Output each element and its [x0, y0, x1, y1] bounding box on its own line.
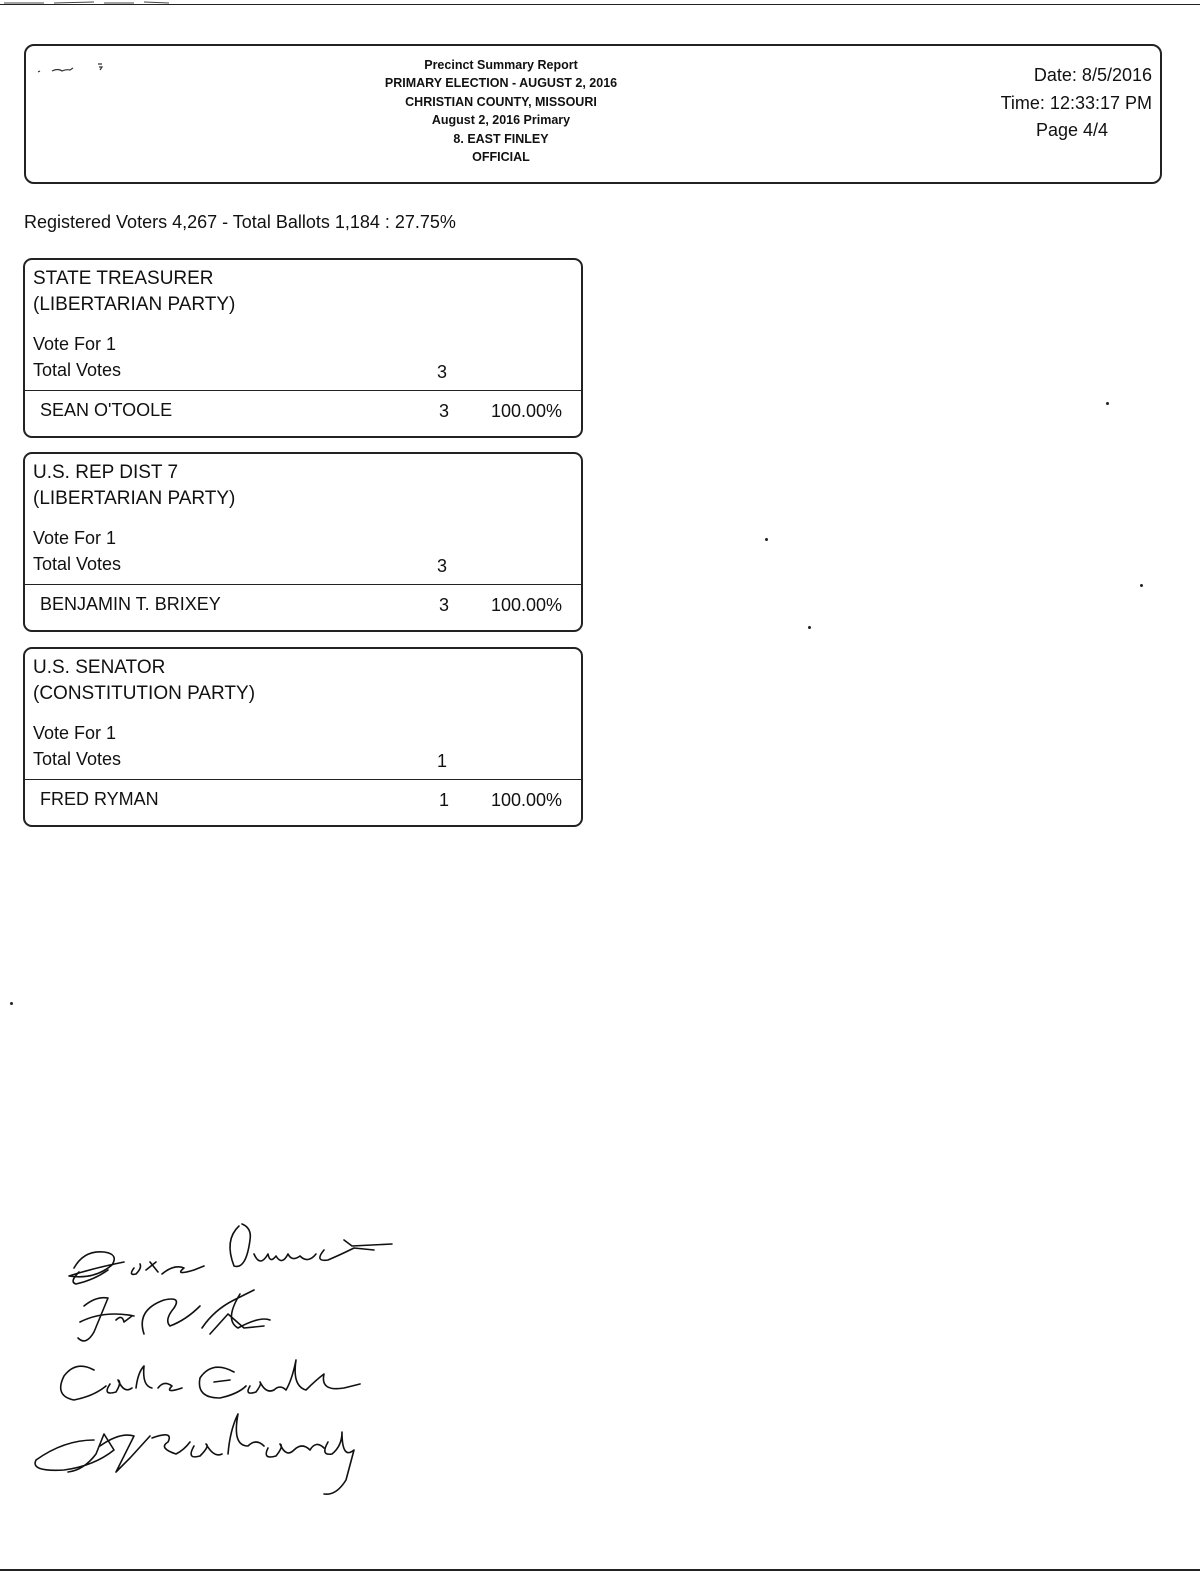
scan-speck	[10, 1002, 13, 1005]
scan-speck	[1140, 584, 1143, 587]
election-title: PRIMARY ELECTION - AUGUST 2, 2016	[384, 76, 618, 91]
report-title: Precinct Summary Report	[424, 58, 578, 72]
candidate-votes: 3	[439, 595, 450, 615]
report-time: Time: 12:33:17 PM	[1000, 92, 1152, 113]
candidate-name: FRED RYMAN	[40, 789, 159, 809]
candidate-percent: 100.00%	[491, 595, 563, 615]
contest-title: U.S. REP DIST 7 (LIBERTARIAN PARTY)	[33, 462, 236, 509]
report-header	[24, 44, 1162, 184]
page-number: Page 4/4	[1035, 120, 1109, 140]
total-votes-label: Total Votes	[33, 749, 122, 769]
divider	[25, 779, 581, 780]
precinct-name: 8. EAST FINLEY	[453, 131, 549, 146]
signature-2	[78, 1290, 270, 1341]
report-status: OFFICIAL	[472, 150, 530, 165]
election-name: August 2, 2016 Primary	[431, 113, 571, 128]
total-votes-value: 1	[437, 751, 448, 771]
contest-us-senator	[23, 647, 583, 827]
vote-for: Vote For 1	[33, 334, 117, 354]
signature-3	[61, 1360, 360, 1400]
divider	[25, 390, 581, 391]
candidate-percent: 100.00%	[491, 790, 563, 810]
contest-state-treasurer	[23, 258, 583, 438]
vote-for: Vote For 1	[33, 723, 117, 743]
candidate-votes: 1	[439, 790, 450, 810]
total-votes-label: Total Votes	[33, 360, 122, 380]
report-date: Date: 8/5/2016	[1033, 65, 1152, 85]
signature-4	[35, 1414, 354, 1494]
contest-title: U.S. SENATOR (CONSTITUTION PARTY)	[33, 657, 256, 704]
scan-speck	[1106, 402, 1109, 405]
signature-1	[69, 1224, 392, 1284]
registration-summary: Registered Voters 4,267 - Total Ballots 1,184 : 27.75%	[24, 212, 456, 232]
divider	[25, 584, 581, 585]
bottom-border-line	[0, 1569, 1200, 1571]
report-meta	[932, 62, 1152, 145]
total-votes-value: 3	[437, 556, 448, 576]
signatures	[24, 1210, 424, 1510]
scan-artifact	[4, 0, 174, 4]
scribble-mark	[36, 60, 116, 80]
contest-title: STATE TREASURER (LIBERTARIAN PARTY)	[33, 268, 236, 315]
candidate-percent: 100.00%	[491, 401, 563, 421]
top-border-line	[0, 4, 1200, 5]
candidate-votes: 3	[439, 401, 450, 421]
county-name: CHRISTIAN COUNTY, MISSOURI	[405, 94, 597, 109]
report-title-block	[346, 56, 656, 166]
vote-for: Vote For 1	[33, 528, 117, 548]
scan-speck	[765, 538, 768, 541]
candidate-name: SEAN O'TOOLE	[40, 400, 173, 420]
total-votes-value: 3	[437, 362, 448, 382]
scan-speck	[808, 626, 811, 629]
total-votes-label: Total Votes	[33, 554, 122, 574]
candidate-name: BENJAMIN T. BRIXEY	[40, 594, 221, 614]
contest-us-rep-dist-7	[23, 452, 583, 632]
